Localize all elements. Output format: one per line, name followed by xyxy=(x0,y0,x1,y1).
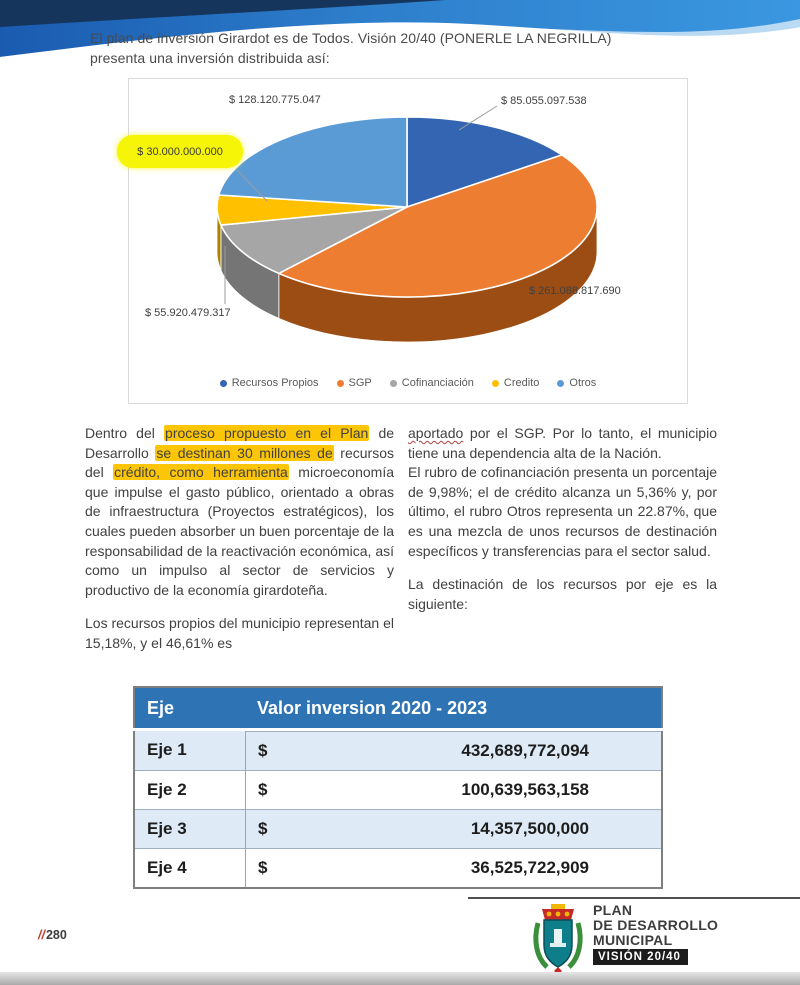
highlighted-text: se destinan 30 millones de xyxy=(156,444,333,461)
legend-item-sgp xyxy=(337,377,372,389)
table-row-eje-1 xyxy=(134,730,662,771)
pie-slice-otros xyxy=(219,117,407,207)
investment-table-body xyxy=(134,730,662,889)
investment-value: 36,525,722,909 xyxy=(470,858,589,877)
cell-valor xyxy=(245,770,661,809)
right-paragraph-1 xyxy=(408,424,717,463)
page-number-value: 280 xyxy=(45,928,67,942)
legend-item-cofinanciación xyxy=(390,377,474,389)
legend-marker-icon xyxy=(492,380,499,387)
logo-line-1: PLAN xyxy=(593,902,633,918)
cell-valor xyxy=(245,809,661,848)
legend-marker-icon xyxy=(557,380,564,387)
header-cell-eje: Eje xyxy=(134,687,245,730)
table-row-eje-3 xyxy=(134,809,662,848)
left-column xyxy=(85,424,394,654)
investment-value: 432,689,772,094 xyxy=(461,741,589,760)
pie-data-label-sgp: $ 261.088.817.690 xyxy=(529,285,621,297)
left-paragraph-1 xyxy=(85,424,394,600)
legend-marker-icon xyxy=(337,380,344,387)
legend-marker-icon xyxy=(390,380,397,387)
cell-eje: Eje 4 xyxy=(134,848,245,888)
heading-line-1: El plan de inversión Girardot es de Todos. Visión 20/40 (PONERLE LA NEGRILLA) xyxy=(90,30,612,46)
legend-label: Cofinanciación xyxy=(401,377,474,389)
text-run: por el SGP. Por lo tanto, el municipio tiene una dependencia alta de la Nación. xyxy=(408,425,717,461)
highlighted-text: crédito, como herramienta xyxy=(114,464,288,481)
currency-sign: $ xyxy=(258,780,268,799)
cell-valor xyxy=(245,731,661,770)
legend-item-credito xyxy=(492,377,539,389)
pie-data-label-recursos-propios: $ 85.055.097.538 xyxy=(501,95,587,107)
legend-label: Otros xyxy=(569,377,597,389)
investment-value: 100,639,563,158 xyxy=(461,780,589,799)
page-number-slashes: // xyxy=(38,928,45,942)
logo-line-3: MUNICIPAL xyxy=(593,931,673,948)
page-number xyxy=(38,928,67,942)
right-paragraph-3: La destinación de los recursos por eje es la siguiente: xyxy=(408,576,717,612)
legend-label: Recursos Propios xyxy=(231,377,319,389)
misspelled-word: aportado xyxy=(408,425,464,441)
text-run: recursos del xyxy=(85,444,394,481)
highlighted-text: proceso propuesto en el Plan xyxy=(165,425,369,441)
table-row-eje-2 xyxy=(134,770,662,809)
logo-text xyxy=(593,903,718,947)
page-bottom-edge xyxy=(0,972,800,985)
footer-divider xyxy=(468,897,800,899)
page-heading xyxy=(90,28,718,69)
legend-item-otros xyxy=(557,377,596,389)
cell-eje: Eje 2 xyxy=(134,770,245,809)
logo-line-2: DE DESARROLLO xyxy=(593,916,719,933)
heading-line-2: presenta una inversión distribuida así: xyxy=(90,50,330,67)
cell-eje: Eje 1 xyxy=(134,730,245,771)
legend-marker-icon xyxy=(220,380,227,387)
highlighted-pie-label-credito: $ 30.000.000.000 xyxy=(117,135,243,168)
left-paragraph-2: Los recursos propios del municipio representan el 15,18%, y el 46,61% es xyxy=(85,615,394,651)
investment-table xyxy=(133,686,663,889)
pie-chart-figure xyxy=(128,78,688,404)
right-paragraph-2: El rubro de cofinanciación presenta un porcentaje de 9,98%; el de crédito alcanza un 5,36% y, por último, el rubro Otros representa un 22.87%, que es una mezcla de unos recursos de destinación específicos y transferencias para el sector salud. xyxy=(408,464,717,559)
pie-chart xyxy=(129,79,687,403)
text-run: microeconomía que impulse el gasto público, orientado a obras de infraestructura (Proyectos estratégicos), los cuales pueden absorber un buen porcentaje de la responsabilidad de la reactivación económica, así como un impulso al sector de servicios y productivo de la economía girardoteña. xyxy=(85,464,394,598)
currency-sign: $ xyxy=(258,819,268,838)
pie-data-label-cofinanciacion: $ 55.920.479.317 xyxy=(145,307,231,319)
legend-item-recursos-propios xyxy=(220,377,319,389)
investment-value: 14,357,500,000 xyxy=(470,819,589,838)
currency-sign: $ xyxy=(258,858,268,877)
municipal-logo xyxy=(531,903,718,975)
table-row-eje-4 xyxy=(134,848,662,888)
legend-label: SGP xyxy=(348,377,372,389)
body-columns xyxy=(85,424,717,654)
cell-valor xyxy=(245,848,661,887)
chart-legend xyxy=(129,377,687,389)
cell-eje: Eje 3 xyxy=(134,809,245,848)
currency-sign: $ xyxy=(258,741,268,760)
right-column xyxy=(408,424,717,654)
legend-label: Credito xyxy=(503,377,540,389)
pie-data-label-otros: $ 128.120.775.047 xyxy=(229,94,321,106)
text-run: de Desarrollo xyxy=(85,425,395,461)
header-cell-valor: Valor inversion 2020 - 2023 xyxy=(245,687,662,730)
logo-vision-badge: VISIÓN 20/40 xyxy=(593,949,688,965)
municipal-crest-icon xyxy=(531,903,585,975)
table-header-row xyxy=(134,687,662,730)
text-run: Dentro del xyxy=(85,425,165,441)
